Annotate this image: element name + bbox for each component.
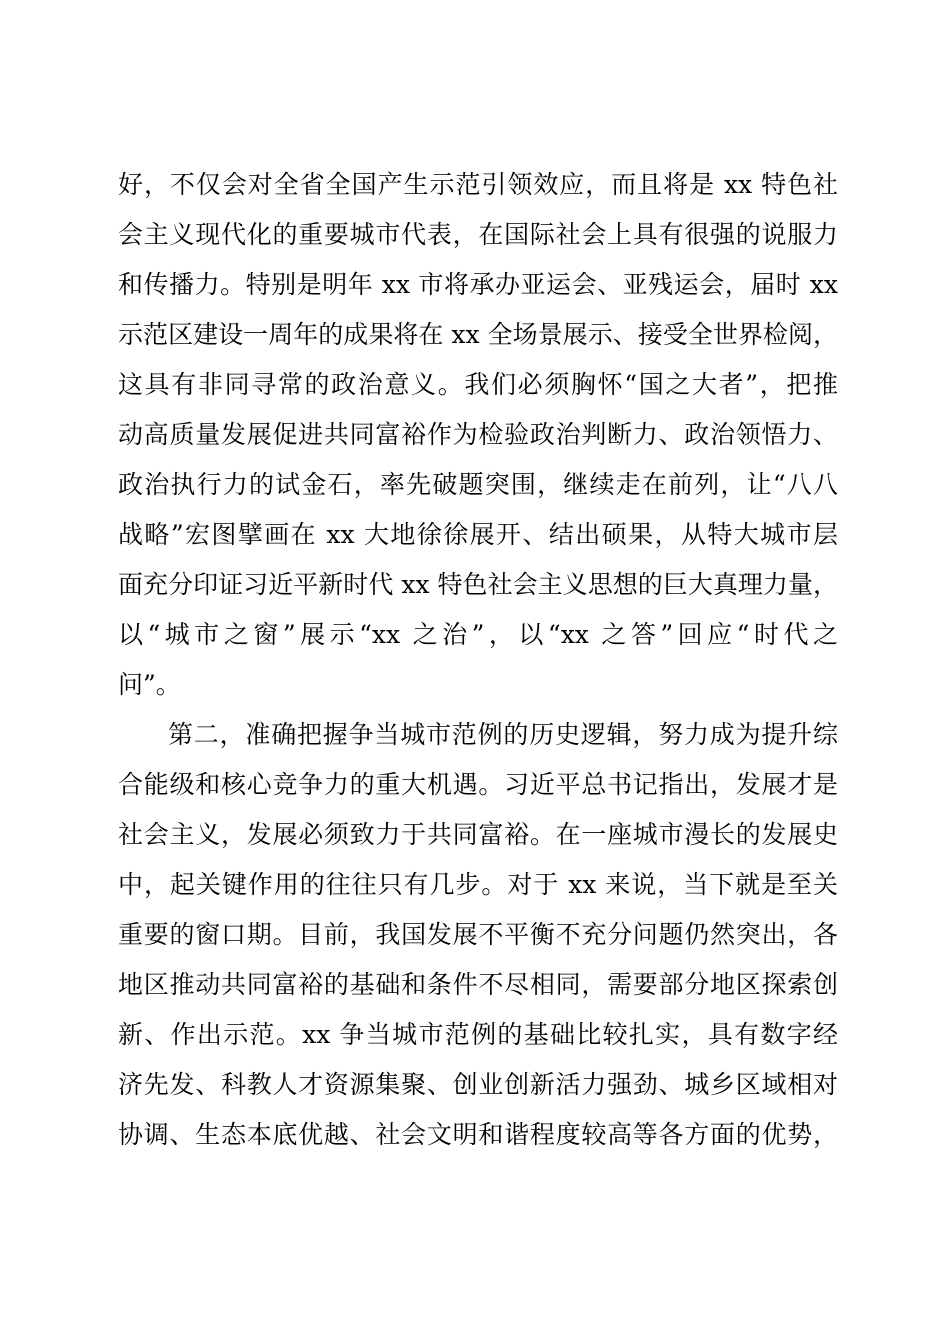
text-line: 问”。 [118, 670, 181, 699]
text-line: 地区推动共同富裕的基础和条件不尽相同，需要部分地区探索创 [118, 970, 838, 999]
text-line: 和传播力。特别是明年 xx 市将承办亚运会、亚残运会，届时 xx [118, 270, 838, 299]
text-line: 动高质量发展促进共同富裕作为检验政治判断力、政治领悟力、 [118, 420, 838, 449]
text-line: 政治执行力的试金石，率先破题突围，继续走在前列，让“八八 [118, 470, 838, 499]
text-line: 面充分印证习近平新时代 xx 特色社会主义思想的巨大真理力量， [118, 570, 838, 599]
text-line: 协调、生态本底优越、社会文明和谐程度较高等各方面的优势， [118, 1120, 838, 1149]
text-line: 示范区建设一周年的成果将在 xx 全场景展示、接受全世界检阅， [118, 320, 838, 349]
text-line: 合能级和核心竞争力的重大机遇。习近平总书记指出，发展才是 [118, 770, 838, 799]
text-line: 重要的窗口期。目前，我国发展不平衡不充分问题仍然突出，各 [118, 920, 838, 949]
text-line: 战略”宏图擘画在 xx 大地徐徐展开、结出硕果，从特大城市层 [118, 520, 838, 549]
paragraph-1 [118, 160, 838, 710]
text-line: 中，起关键作用的往往只有几步。对于 xx 来说，当下就是至关 [118, 870, 838, 899]
text-line: 第二，准确把握争当城市范例的历史逻辑，努力成为提升综 [168, 720, 838, 749]
text-line: 好，不仅会对全省全国产生示范引领效应，而且将是 xx 特色社 [118, 170, 838, 199]
text-line: 以“城市之窗”展示“xx 之治”，以“xx 之答”回应“时代之 [118, 620, 838, 649]
text-line: 会主义现代化的重要城市代表，在国际社会上具有很强的说服力 [118, 220, 838, 249]
text-line: 这具有非同寻常的政治意义。我们必须胸怀“国之大者”，把推 [118, 370, 838, 399]
text-line: 济先发、科教人才资源集聚、创业创新活力强劲、城乡区域相对 [118, 1070, 838, 1099]
text-line: 新、作出示范。xx 争当城市范例的基础比较扎实，具有数字经 [118, 1020, 838, 1049]
document-body [118, 160, 838, 1160]
text-line: 社会主义，发展必须致力于共同富裕。在一座城市漫长的发展史 [118, 820, 838, 849]
paragraph-2 [118, 710, 838, 1160]
